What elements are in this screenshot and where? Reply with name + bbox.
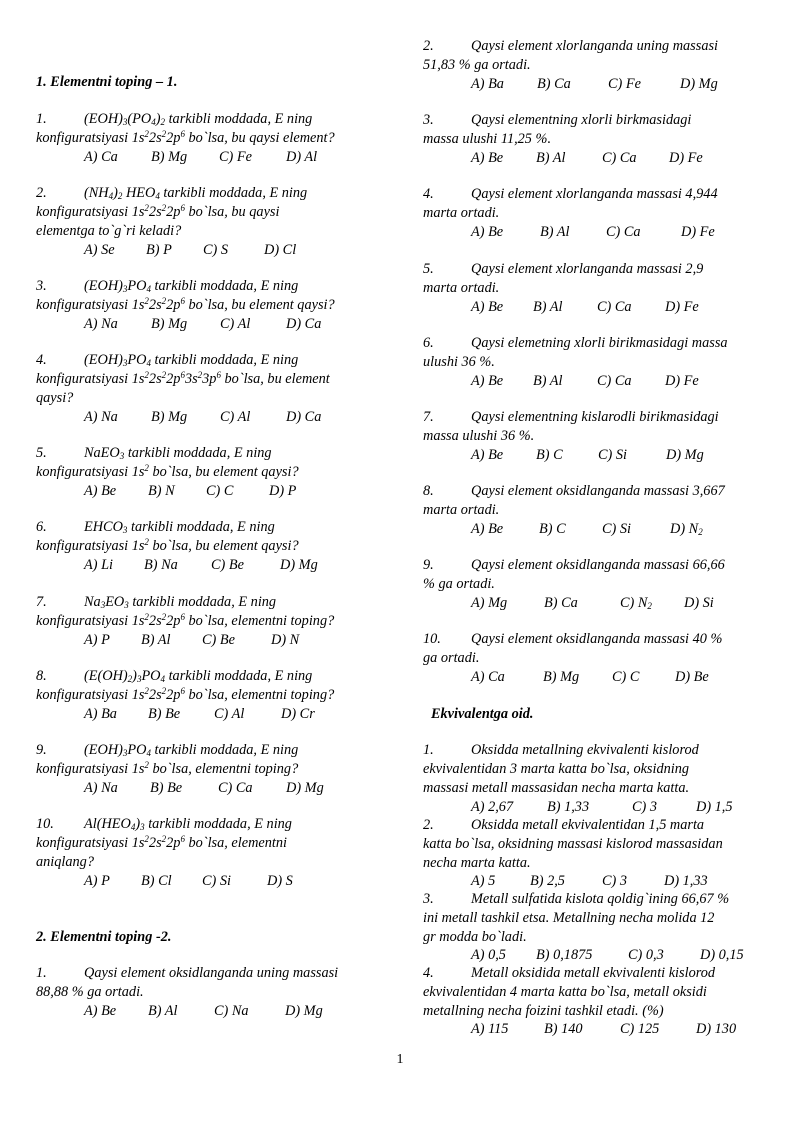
question-1-10-config: konfiguratsiyasi $1s^22s^22p^6$ bo`lsa, elementni	[36, 834, 287, 851]
answer-options: A) Ba B) Be C) Al D) Cr	[84, 706, 315, 722]
question-1-9: 9. $(EOH)_3PO_4$ tarkibli moddada, E ning	[36, 742, 299, 758]
question-2-8: 8. Qaysi element oksidlanganda massasi 3,667	[423, 483, 725, 499]
question-1-2: 2. $(NH_4)_2$ $HEO_4$ tarkibli moddada, E ning	[36, 185, 308, 201]
question-2-7: 7. Qaysi elementning kislarodli birikmasidagi	[423, 409, 719, 425]
question-3-2-cont: katta bo`lsa, oksidning massasi kislorod massasidan	[423, 836, 723, 852]
question-1-7: 7. $Na_3EO_3$ tarkibli moddada, E ning	[36, 594, 277, 610]
question-2-1: 1. Qaysi element oksidlanganda uning massasi	[36, 965, 339, 981]
question-2-5: 5. Qaysi element xlorlanganda massasi 2,9	[423, 261, 704, 277]
question-2-4-cont: marta ortadi.	[423, 205, 500, 221]
answer-options: A) 2,67 B) 1,33 C) 3 D) 1,5	[471, 799, 733, 815]
question-2-6: 6. Qaysi elemetning xlorli birikmasidagi massa	[423, 335, 728, 351]
question-1-2-cont: elementga to`g`ri keladi?	[36, 223, 182, 239]
question-3-2: 2. Oksidda metall ekvivalentidan 1,5 marta	[423, 817, 705, 833]
answer-options: A) Be B) N C) C D) P	[84, 483, 297, 499]
answer-options: A) Na B) Mg C) Al D) Ca	[84, 316, 322, 332]
question-2-2-cont: 51,83 % ga ortadi.	[423, 57, 531, 73]
question-1-3: 3. $(EOH)_3PO_4$ tarkibli moddada, E ning	[36, 278, 299, 294]
question-3-1-cont: ekvivalentidan 3 marta katta bo`lsa, oksidning	[423, 761, 690, 777]
answer-options: A) Be B) Al C) Ca D) Fe	[471, 150, 703, 166]
question-3-3: 3. Metall sulfatida kislota qoldig`ining 66,67 %	[423, 891, 730, 907]
question-3-4: 4. Metall oksidida metall ekvivalenti kislorod	[423, 965, 716, 981]
question-3-1: 1. Oksidda metallning ekvivalenti kislorod	[423, 742, 699, 758]
question-1-2-config: konfiguratsiyasi $1s^22s^22p^6$ bo`lsa, bu qaysi	[36, 203, 280, 220]
question-3-3-cont: gr modda bo`ladi.	[423, 929, 527, 945]
question-1-5-config: konfiguratsiyasi $1s^2$ bo`lsa, bu element qaysi?	[36, 463, 299, 480]
answer-options: A) Be B) Al C) Na D) Mg	[84, 1003, 323, 1019]
question-1-10-cont: aniqlang?	[36, 854, 94, 870]
question-2-7-cont: massa ulushi 36 %.	[423, 428, 535, 444]
answer-options: A) Be B) C C) Si D) $N_2$	[471, 521, 703, 537]
question-2-8-cont: marta ortadi.	[423, 502, 500, 518]
answer-options: A) Se B) P C) S D) Cl	[84, 242, 297, 258]
answer-options: A) Na B) Be C) Ca D) Mg	[84, 780, 324, 796]
answer-options: A) Be B) Al C) Ca D) Fe	[471, 224, 715, 240]
question-2-3: 3. Qaysi elementning xlorli birkmasidagi	[423, 112, 692, 128]
section-title-2: 2. Elementni toping -2.	[36, 929, 172, 945]
question-2-10-cont: ga ortadi.	[423, 650, 480, 666]
question-1-1: 1. $(EOH)_3(PO_4)_2$ tarkibli moddada, E ning	[36, 111, 313, 127]
answer-options: A) Be B) C C) Si D) Mg	[471, 447, 704, 463]
question-2-5-cont: marta ortadi.	[423, 280, 500, 296]
answer-options: A) Ba B) Ca C) Fe D) Mg	[471, 76, 718, 92]
question-3-1-cont: massasi metall massasidan necha marta katta.	[423, 780, 690, 796]
question-2-2: 2. Qaysi element xlorlanganda uning massasi	[423, 38, 718, 54]
question-2-9: 9. Qaysi element oksidlanganda massasi 66,66	[423, 557, 725, 573]
question-1-8: 8. $(E(OH)_2)_3PO_4$ tarkibli moddada, E ning	[36, 668, 313, 684]
answer-options: A) P B) Al C) Be D) N	[84, 632, 300, 648]
question-3-3-cont: ini metall tashkil etsa. Metallning necha molida 12	[423, 910, 715, 926]
answer-options: A) Ca B) Mg C) C D) Be	[471, 669, 709, 685]
question-1-10: 10. $Al(HEO_4)_3$ tarkibli moddada, E ning	[36, 816, 292, 832]
question-2-6-cont: ulushi 36 %.	[423, 354, 495, 370]
answer-options: A) Li B) Na C) Be D) Mg	[84, 557, 318, 573]
answer-options: A) Mg B) Ca C) $N_2$ D) Si	[471, 595, 714, 611]
question-1-9-config: konfiguratsiyasi $1s^2$ bo`lsa, elementni toping?	[36, 760, 299, 777]
question-3-4-cont: metallning necha foizini tashkil etadi. (%)	[423, 1003, 664, 1019]
question-1-7-config: konfiguratsiyasi $1s^22s^22p^6$ bo`lsa, elementni toping?	[36, 612, 335, 629]
answer-options: A) Ca B) Mg C) Fe D) Al	[84, 149, 318, 165]
answer-options: A) Na B) Mg C) Al D) Ca	[84, 409, 322, 425]
question-2-9-cont: % ga ortadi.	[423, 576, 495, 592]
answer-options: A) 0,5 B) 0,1875 C) 0,3 D) 0,15	[471, 947, 744, 963]
question-1-6-config: konfiguratsiyasi $1s^2$ bo`lsa, bu element qaysi?	[36, 537, 299, 554]
question-2-3-cont: massa ulushi 11,25 %.	[423, 131, 552, 147]
answer-options: A) 5 B) 2,5 C) 3 D) 1,33	[471, 873, 708, 889]
answer-options: A) Be B) Al C) Ca D) Fe	[471, 373, 699, 389]
question-3-2-cont: necha marta katta.	[423, 855, 531, 871]
question-1-4: 4. $(EOH)_3PO_4$ tarkibli moddada, E ning	[36, 352, 299, 368]
question-1-8-config: konfiguratsiyasi $1s^22s^22p^6$ bo`lsa, elementni toping?	[36, 686, 335, 703]
question-1-6: 6. $EHCO_3$ tarkibli moddada, E ning	[36, 519, 275, 535]
question-1-4-cont: qaysi?	[36, 390, 74, 406]
answer-options: A) 115 B) 140 C) 125 D) 130	[471, 1021, 737, 1037]
page-number: 1	[396, 1052, 404, 1067]
question-3-4-cont: ekvivalentidan 4 marta katta bo`lsa, metall oksidi	[423, 984, 707, 1000]
question-1-1-config: konfiguratsiyasi $1s^22s^22p^6$ bo`lsa, bu qaysi element?	[36, 129, 335, 146]
question-2-10: 10. Qaysi element oksidlanganda massasi 40 %	[423, 631, 723, 647]
section-title-3: Ekvivalentga oid.	[431, 706, 534, 722]
question-1-5: 5. NaEO$_3$ tarkibli moddada, E ning	[36, 445, 272, 461]
answer-options: A) Be B) Al C) Ca D) Fe	[471, 299, 699, 315]
answer-options: A) P B) Cl C) Si D) S	[84, 873, 293, 889]
question-1-4-config: konfiguratsiyasi $1s^22s^22p^63s^23p^6$ bo`lsa, bu element	[36, 370, 330, 387]
question-2-1-cont: 88,88 % ga ortadi.	[36, 984, 144, 1000]
section-title-1: 1. Elementni toping – 1.	[36, 74, 178, 90]
question-2-4: 4. Qaysi element xlorlanganda massasi 4,944	[423, 186, 718, 202]
question-1-3-config: konfiguratsiyasi $1s^22s^22p^6$ bo`lsa, bu element qaysi?	[36, 296, 335, 313]
